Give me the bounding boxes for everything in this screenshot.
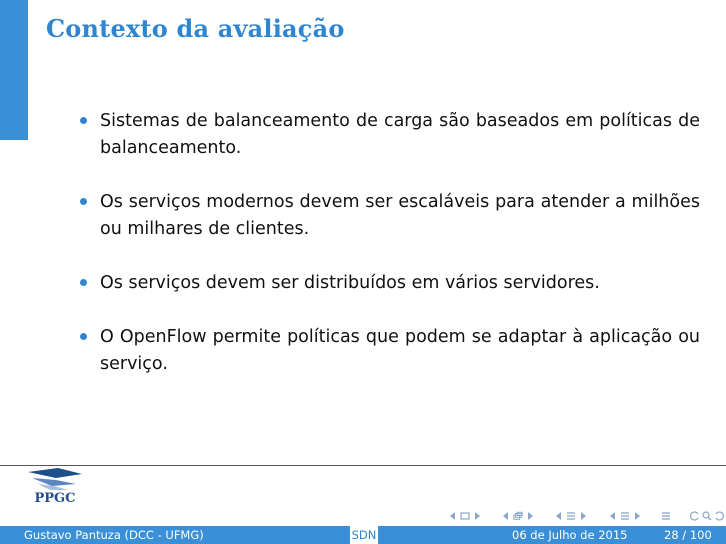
back-forward-icon[interactable] bbox=[714, 510, 724, 522]
bullet-list bbox=[80, 108, 700, 405]
footer-bar bbox=[0, 526, 726, 544]
bullet-text: O OpenFlow permite políticas que podem se adaptar à aplicação ou serviço. bbox=[100, 327, 700, 374]
section-next-icon[interactable] bbox=[632, 510, 642, 522]
frame-next-icon[interactable] bbox=[472, 510, 482, 522]
document-icon[interactable] bbox=[661, 510, 671, 522]
bullet-text: Sistemas de balanceamento de carga são baseados em políticas de balanceamento. bbox=[100, 111, 700, 158]
bullet-item bbox=[80, 324, 700, 378]
bullet-text: Os serviços devem ser distribuídos em vários servidores. bbox=[100, 273, 600, 293]
page-total: 100 bbox=[689, 528, 712, 542]
page-current: 28 bbox=[664, 528, 679, 542]
left-accent-bar bbox=[0, 0, 28, 140]
bullet-dot-icon bbox=[80, 117, 87, 124]
footer-author: Gustavo Pantuza (DCC - UFMG) bbox=[24, 528, 204, 542]
bullet-item bbox=[80, 270, 700, 297]
ppgc-logo bbox=[22, 468, 88, 506]
footer-short-title: SDN bbox=[351, 528, 377, 542]
bullet-text: Os serviços modernos devem ser escaláveis para atender a milhões ou milhares de clientes. bbox=[100, 192, 700, 239]
bullet-dot-icon bbox=[80, 198, 87, 205]
page-number bbox=[664, 528, 712, 542]
document-nav bbox=[661, 510, 671, 522]
search-icon[interactable] bbox=[702, 510, 712, 522]
frame-prev-icon[interactable] bbox=[448, 510, 458, 522]
search-nav bbox=[690, 510, 724, 522]
section-prev-icon[interactable] bbox=[608, 510, 618, 522]
back-forward-icon[interactable] bbox=[690, 510, 700, 522]
footer-date: 06 de Julho de 2015 bbox=[512, 528, 628, 542]
section-next-icon[interactable] bbox=[578, 510, 588, 522]
section-icon[interactable] bbox=[620, 510, 630, 522]
footer-divider bbox=[0, 465, 726, 466]
bullet-item bbox=[80, 189, 700, 243]
slide-title: Contexto da avaliação bbox=[46, 14, 345, 43]
section-icon[interactable] bbox=[566, 510, 576, 522]
subsection-next-icon[interactable] bbox=[525, 510, 535, 522]
section-prev-icon[interactable] bbox=[554, 510, 564, 522]
bullet-dot-icon bbox=[80, 279, 87, 286]
subsection-icon[interactable] bbox=[513, 510, 523, 522]
subsection-nav bbox=[501, 510, 535, 522]
frame-icon[interactable] bbox=[460, 510, 470, 522]
navigation-bar bbox=[448, 508, 724, 524]
page-separator: / bbox=[682, 528, 687, 542]
section-nav bbox=[554, 510, 588, 522]
bullet-item bbox=[80, 108, 700, 162]
subsection-list-nav bbox=[608, 510, 642, 522]
subsection-prev-icon[interactable] bbox=[501, 510, 511, 522]
frame-nav bbox=[448, 510, 482, 522]
bullet-dot-icon bbox=[80, 333, 87, 340]
logo-text: PPGC bbox=[34, 491, 76, 506]
